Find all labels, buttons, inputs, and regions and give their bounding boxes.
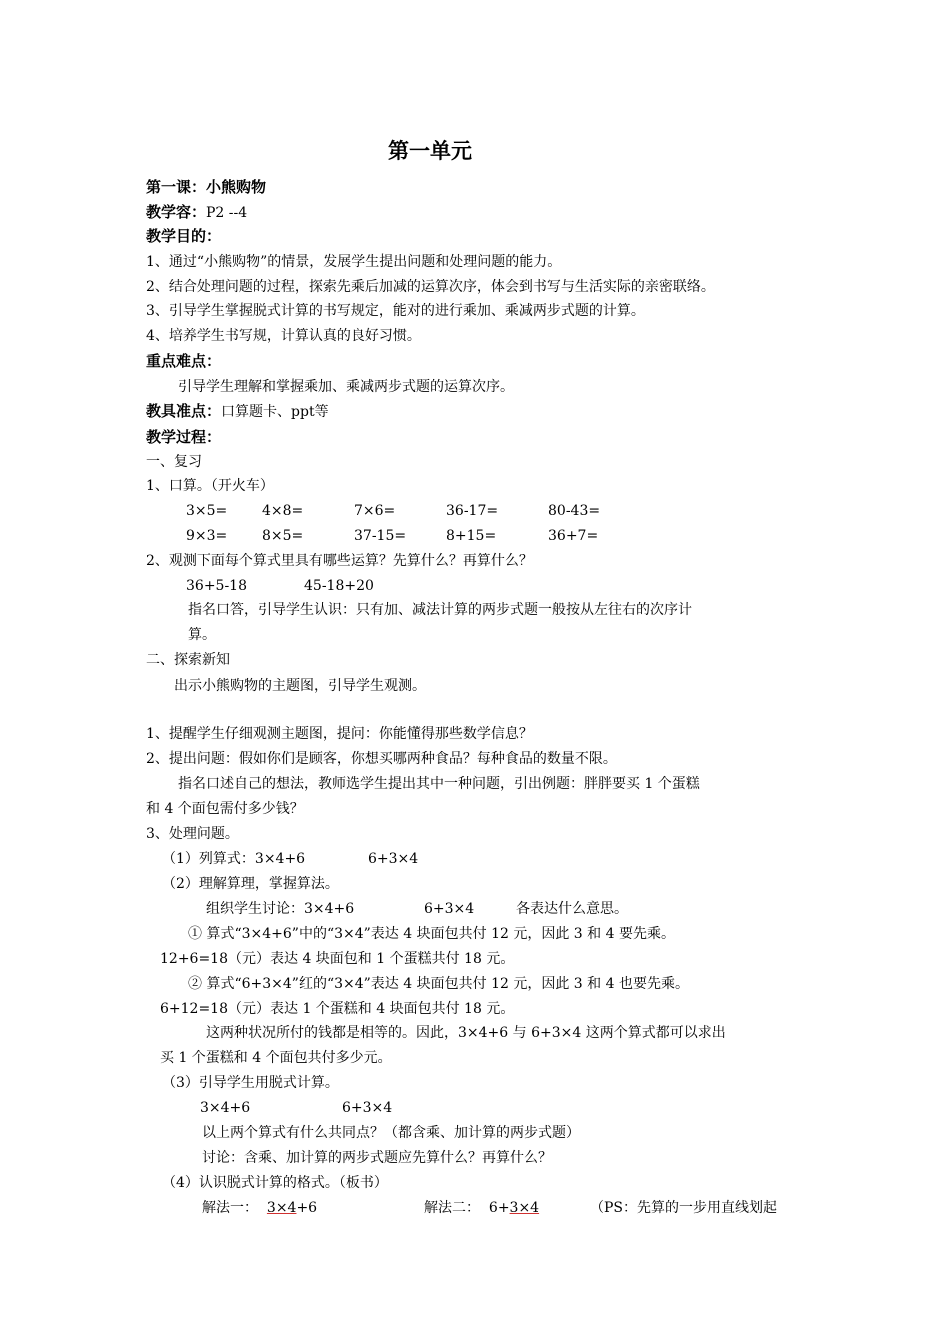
process-heading: 教学过程： xyxy=(146,428,222,446)
section-review: 一、复习 xyxy=(146,454,202,470)
tools-label: 教具准点： xyxy=(146,402,222,420)
step-3: （3）引导学生用脱式计算。 xyxy=(162,1075,339,1091)
case-1: ① 算式“3×4+6”中的“3×4”表达 4 块面包共付 12 元，因此 3 和 4 要先乘。 xyxy=(188,926,675,942)
question-2-detail: 和 4 个面包需付多少钱？ xyxy=(146,801,304,817)
method-1-underlined: 3×4 xyxy=(266,1200,297,1216)
case-2: ② 算式“6+3×4”红的“3×4”表达 4 块面包共付 12 元，因此 3 和 4 也要先乘。 xyxy=(188,976,689,992)
goal-item: 3、引导学生掌握脱式计算的书写规定，能对的进行乘加、乘减两步式题的计算。 xyxy=(146,303,645,319)
point-text: 指名口答，引导学生认识：只有加、减法计算的两步式题一般按从左往右的次序计 xyxy=(188,602,692,618)
same-text: 买 1 个蛋糕和 4 个面包共付多少元。 xyxy=(160,1050,392,1066)
section-explore: 二、探索新知 xyxy=(146,652,230,668)
goal-item: 2、结合处理问题的过程，探索先乘后加减的运算次序，体会到书写与生活实际的亲密联络。 xyxy=(146,279,715,295)
lesson-title: 第一课：小熊购物 xyxy=(146,178,267,196)
case-1: 12+6=18（元）表达 4 块面包和 1 个蛋糕共付 18 元。 xyxy=(160,951,515,967)
goals-heading: 教学目的： xyxy=(146,227,222,245)
show-text: 出示小熊购物的主题图，引导学生观测。 xyxy=(174,678,426,694)
observe-question: 2、观测下面每个算式里具有哪些运算？先算什么？再算什么？ xyxy=(146,553,533,569)
oral-cell: 3×5= xyxy=(186,503,228,519)
oral-cell: 36-17= xyxy=(446,503,499,519)
discuss-text: 组织学生讨论：3×4+6 xyxy=(206,901,355,917)
oral-cell: 9×3= xyxy=(186,528,228,544)
key-text: 引导学生理解和掌握乘加、乘减两步式题的运算次序。 xyxy=(178,379,514,395)
oral-cell: 36+7= xyxy=(548,528,599,544)
question-2: 2、提出问题：假如你们是顾客，你想买哪两种食品？每种食品的数量不限。 xyxy=(146,751,617,767)
method-2-left: 6+ xyxy=(488,1200,510,1216)
goal-item: 4、培养学生书写规，计算认真的良好习惯。 xyxy=(146,328,421,344)
oral-cell: 37-15= xyxy=(354,528,407,544)
step-3-expression: 3×4+6 xyxy=(200,1100,251,1116)
content-line xyxy=(146,203,247,222)
content-label: 教学容： xyxy=(146,203,207,221)
expression: 36+5-18 xyxy=(186,578,247,594)
step-3-expression: 6+3×4 xyxy=(342,1100,393,1116)
point-text: 算。 xyxy=(188,627,216,643)
same-text: 这两种状况所付的钱都是相等的。因此，3×4+6 与 6+3×4 这两个算式都可以求出 xyxy=(206,1025,726,1041)
common-question: 以上两个算式有什么共同点？（都含乘、加计算的两步式题） xyxy=(202,1125,580,1141)
oral-cell: 8×5= xyxy=(262,528,304,544)
method-1-rest: +6 xyxy=(296,1200,318,1216)
ps-note: （PS：先算的一步用直线划起 xyxy=(590,1200,778,1216)
page-title: 第一单元 xyxy=(388,139,472,163)
tools-line xyxy=(146,402,329,421)
key-heading: 重点难点： xyxy=(146,352,222,370)
oral-cell: 8+15= xyxy=(446,528,497,544)
discuss-expression: 6+3×4 xyxy=(424,901,475,917)
tools-value: 口算题卡、ppt等 xyxy=(221,404,329,420)
question-1: 1、提醒学生仔细观测主题图，提问：你能懂得那些数学信息？ xyxy=(146,726,533,742)
method-2 xyxy=(424,1199,539,1217)
discuss-text: 各表达什么意思。 xyxy=(516,901,628,917)
expression: 45-18+20 xyxy=(304,578,374,594)
step-2: （2）理解算理，掌握算法。 xyxy=(162,876,339,892)
method-2-label: 解法二： xyxy=(424,1200,480,1216)
discuss-question: 讨论：含乘、加计算的两步式题应先算什么？再算什么？ xyxy=(202,1150,552,1166)
question-2-detail: 指名口述自己的想法，教师选学生提出其中一种问题，引出例题：胖胖要买 1 个蛋糕 xyxy=(178,776,700,792)
case-2: 6+12=18（元）表达 1 个蛋糕和 4 块面包共付 18 元。 xyxy=(160,1001,515,1017)
method-1 xyxy=(202,1199,317,1217)
question-3: 3、处理问题。 xyxy=(146,826,239,842)
oral-cell: 80-43= xyxy=(548,503,601,519)
method-1-label: 解法一： xyxy=(202,1200,258,1216)
method-2-underlined: 3×4 xyxy=(509,1200,540,1216)
step-1-expression: 6+3×4 xyxy=(368,851,419,867)
oral-cell: 4×8= xyxy=(262,503,304,519)
oral-heading: 1、口算。（开火车） xyxy=(146,478,274,494)
oral-cell: 7×6= xyxy=(354,503,396,519)
goal-item: 1、通过“小熊购物”的情景，发展学生提出问题和处理问题的能力。 xyxy=(146,254,562,270)
content-value: P2 --4 xyxy=(206,205,248,221)
step-1: （1）列算式：3×4+6 xyxy=(162,851,306,867)
step-4: （4）认识脱式计算的格式。（板书） xyxy=(162,1175,388,1191)
